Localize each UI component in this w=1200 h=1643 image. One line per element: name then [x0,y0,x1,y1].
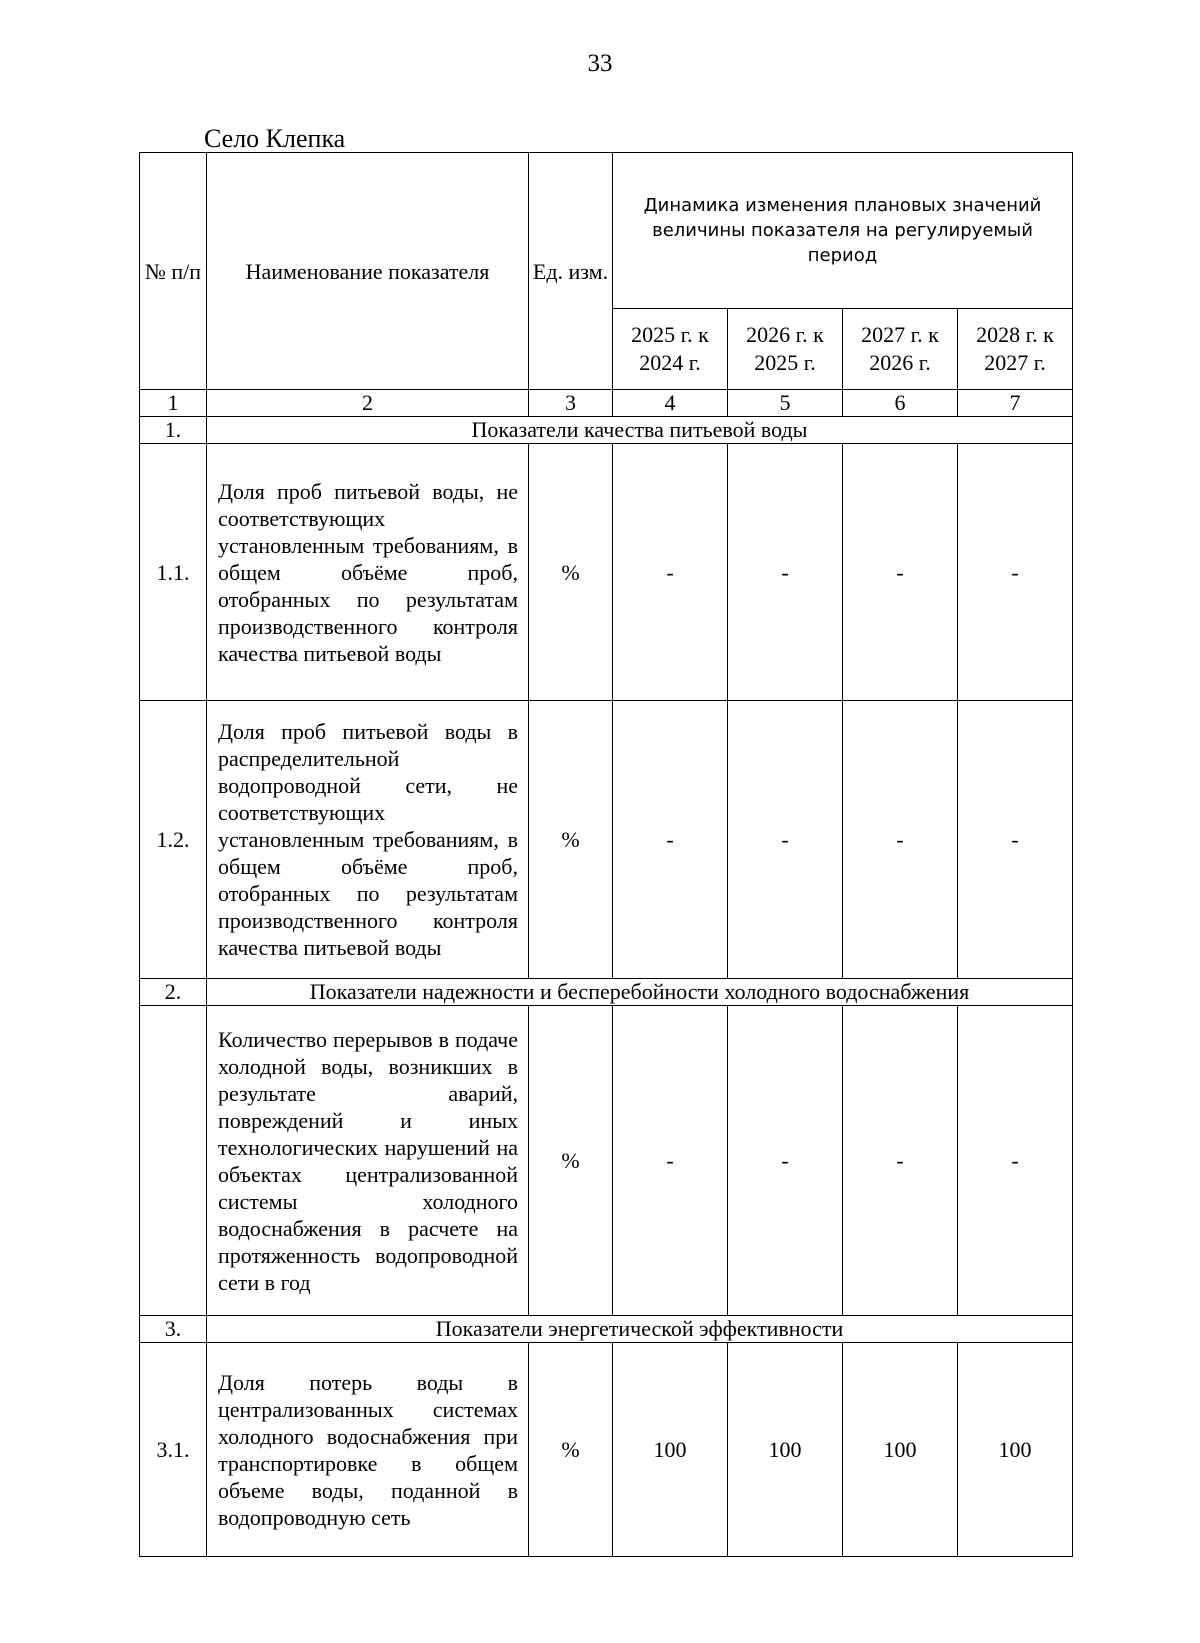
value-cell: - [958,1006,1073,1316]
indicator-name: Доля проб питьевой воды в распределительной водопроводной сети, не соответствующих установленным требованиям, в общем объёме проб, отобранных по результатам производственного контроля качества питьевой воды [207,701,529,979]
indicator-name: Доля проб питьевой воды, не соответствующих установленным требованиям, в общем объёме проб, отобранных по результатам производственного контроля качества питьевой воды [207,444,529,701]
header-dynamics: Динамика изменения плановых значений величины показателя на регулируемый период [613,153,1073,309]
value-cell: - [613,701,728,979]
column-number: 3 [529,390,613,417]
value-cell: 100 [728,1343,843,1557]
indicator-name: Доля потерь воды в централизованных системах холодного водоснабжения при транспортировке в общем объеме воды, поданной в водопроводную сеть [207,1343,529,1557]
value-cell: - [728,1006,843,1316]
section-row [140,1316,1073,1343]
value-cell: - [728,444,843,701]
column-number: 6 [843,390,958,417]
header-name: Наименование показателя [207,153,529,390]
value-cell: 100 [843,1343,958,1557]
column-number: 1 [140,390,207,417]
value-cell: - [843,701,958,979]
row-number: 1.2. [140,701,207,979]
section-title: Показатели качества питьевой воды [207,417,1073,444]
unit-cell: % [529,444,613,701]
header-unit: Ед. изм. [529,153,613,390]
unit-cell: % [529,1343,613,1557]
value-cell: - [958,444,1073,701]
value-cell: - [613,444,728,701]
table-row [140,444,1073,701]
value-cell: - [958,701,1073,979]
value-cell: 100 [958,1343,1073,1557]
section-number: 1. [140,417,207,444]
value-cell: - [613,1006,728,1316]
section-row [140,979,1073,1006]
unit-cell: % [529,1006,613,1316]
section-row [140,417,1073,444]
section-title: Показатели надежности и бесперебойности холодного водоснабжения [207,979,1073,1006]
header-period: 2026 г. к 2025 г. [728,309,843,390]
column-number-row [140,390,1073,417]
indicator-name: Количество перерывов в подаче холодной воды, возникших в результате аварий, повреждений и иных технологических нарушений на объектах централизованной системы холодного водоснабжения в расчете на протяженность водопроводной сети в год [207,1006,529,1316]
header-num: № п/п [140,153,207,390]
unit-cell: % [529,701,613,979]
row-number: 3.1. [140,1343,207,1557]
value-cell: - [728,701,843,979]
section-title: Показатели энергетической эффективности [207,1316,1073,1343]
value-cell: - [843,444,958,701]
indicators-table [139,152,1073,1557]
table-row [140,701,1073,979]
value-cell: - [843,1006,958,1316]
column-number: 5 [728,390,843,417]
header-row [140,153,1073,309]
row-number: 1.1. [140,444,207,701]
table-row [140,1006,1073,1316]
settlement-title: Село Клепка [204,124,346,153]
column-number: 4 [613,390,728,417]
value-cell: 100 [613,1343,728,1557]
column-number: 2 [207,390,529,417]
header-period: 2027 г. к 2026 г. [843,309,958,390]
page-number: 33 [587,50,613,77]
row-number [140,1006,207,1316]
header-period: 2028 г. к 2027 г. [958,309,1073,390]
table-row [140,1343,1073,1557]
header-period: 2025 г. к 2024 г. [613,309,728,390]
section-number: 2. [140,979,207,1006]
column-number: 7 [958,390,1073,417]
section-number: 3. [140,1316,207,1343]
